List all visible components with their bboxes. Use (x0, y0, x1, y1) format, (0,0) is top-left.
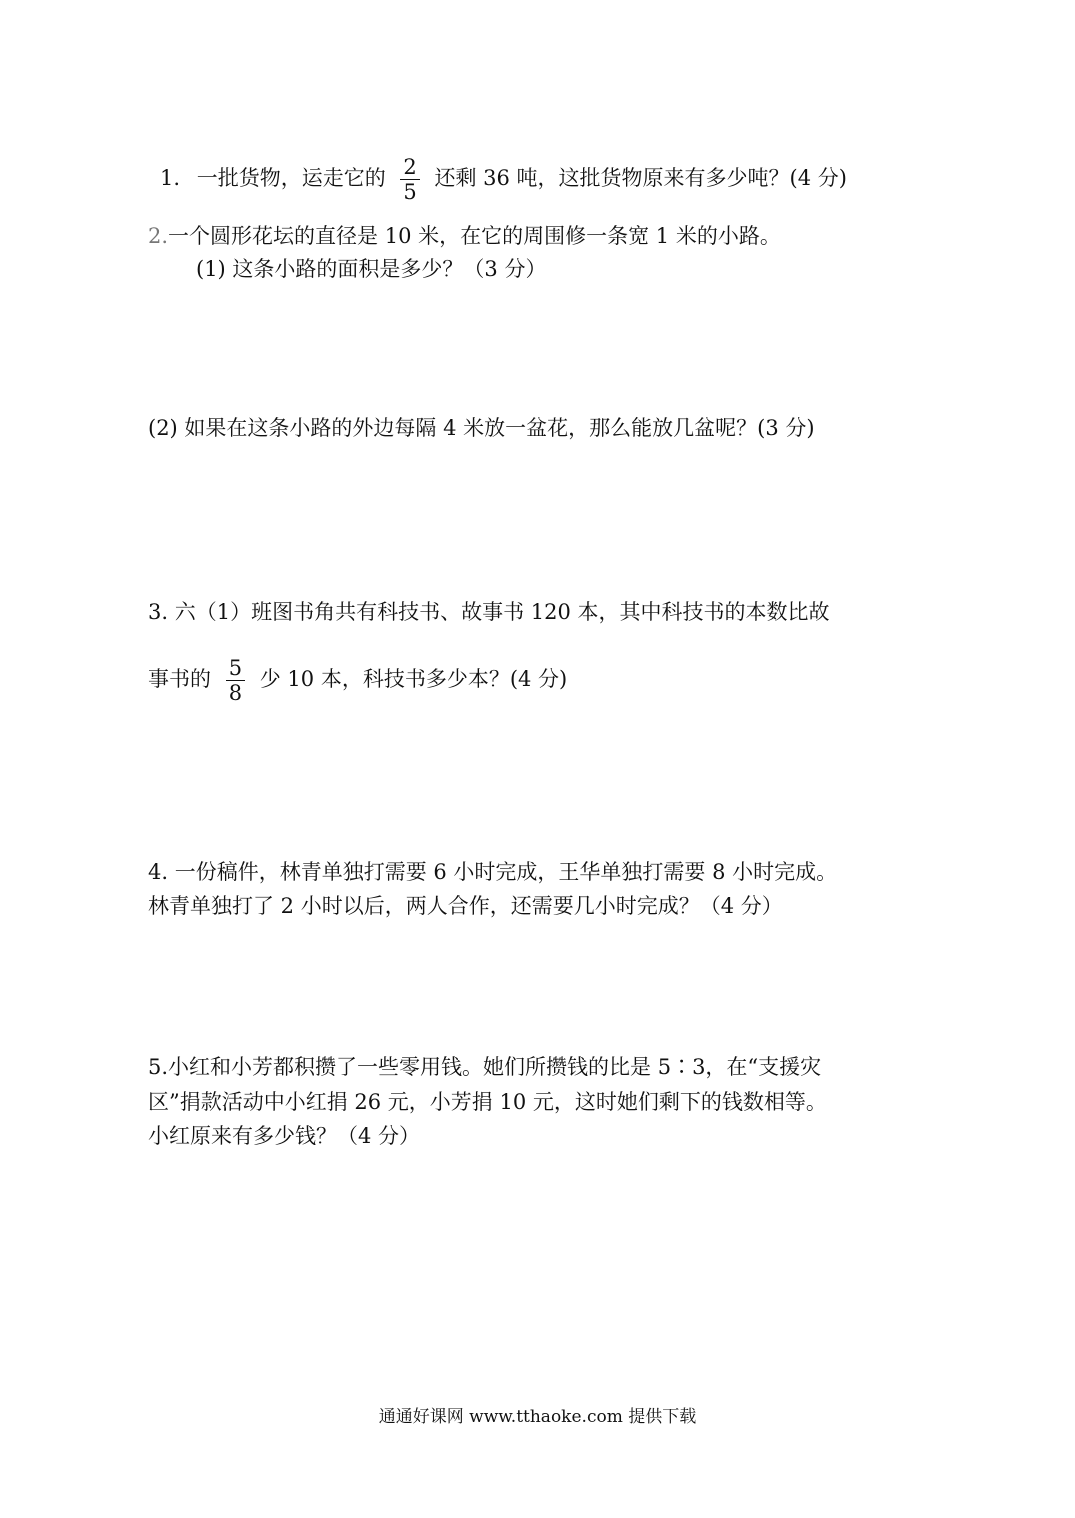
question-2 (148, 222, 781, 250)
question-1-text-after: 还剩 36 吨，这批货物原来有多少吨？(4 分) (434, 166, 847, 190)
question-4-line-2: 林青单独打了 2 小时以后，两人合作，还需要几小时完成？（4 分） (148, 894, 783, 918)
question-3-line-1: 3. 六（1）班图书角共有科技书、故事书 120 本，其中科技书的本数比故 (148, 600, 830, 624)
question-2-number: 2. (148, 224, 169, 248)
question-1-text-before: 一批货物，运走它的 (196, 166, 386, 190)
question-1-number: 1. (160, 166, 181, 190)
question-4-line-1: 4. 一份稿件，林青单独打需要 6 小时完成，王华单独打需要 8 小时完成。 (148, 860, 838, 884)
question-3-fraction (226, 656, 245, 705)
fraction-denominator: 5 (403, 180, 417, 204)
question-3-line-2 (148, 654, 567, 704)
question-2-part-1: (1) 这条小路的面积是多少？（3 分） (196, 257, 547, 281)
question-2-text: 一个圆形花坛的直径是 10 米，在它的周围修一条宽 1 米的小路。 (168, 224, 781, 248)
question-1-fraction (400, 155, 419, 204)
question-2-part-2: (2) 如果在这条小路的外边每隔 4 米放一盆花，那么能放几盆呢？(3 分) (148, 416, 815, 440)
question-5-line-3: 小红原来有多少钱？（4 分） (148, 1124, 421, 1148)
fraction-numerator: 5 (226, 656, 245, 681)
question-1 (160, 155, 847, 204)
question-3-text-before: 事书的 (148, 667, 211, 691)
fraction-numerator: 2 (400, 155, 419, 180)
footer-source: 通通好课网 www.tthaoke.com 提供下载 (378, 1407, 697, 1427)
fraction-denominator: 8 (228, 681, 243, 705)
question-3-text-after: 少 10 本，科技书多少本？(4 分) (259, 667, 568, 691)
question-5-line-2: 区”捐款活动中小红捐 26 元，小芳捐 10 元，这时她们剩下的钱数相等。 (148, 1090, 827, 1114)
question-5-line-1: 5.小红和小芳都积攒了一些零用钱。她们所攒钱的比是 5∶3，在“支援灾 (148, 1055, 822, 1079)
